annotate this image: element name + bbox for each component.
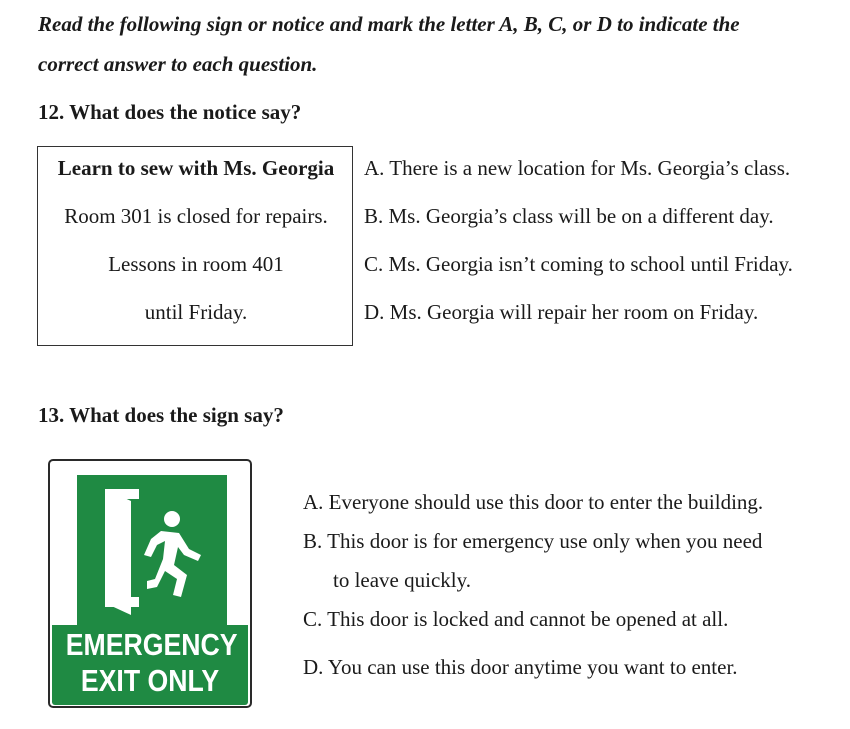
q13-option-c[interactable]: C. This door is locked and cannot be opened at all.	[303, 607, 729, 631]
q13-option-b-continued: to leave quickly.	[333, 568, 472, 592]
instructions-line-1: Read the following sign or notice and mark the letter A, B, C, or D to indicate the	[38, 12, 740, 36]
sign-text-line-2: EXIT ONLY	[80, 663, 220, 698]
question-13-title: 13. What does the sign say?	[38, 403, 284, 427]
notice-box	[37, 146, 353, 346]
question-12-title: 12. What does the notice say?	[38, 100, 302, 124]
q12-option-d[interactable]: D. Ms. Georgia will repair her room on Friday.	[364, 300, 759, 324]
q12-option-b[interactable]: B. Ms. Georgia’s class will be on a different day.	[364, 204, 774, 228]
q13-option-d[interactable]: D. You can use this door anytime you want to enter.	[303, 655, 738, 679]
instructions-line-2: correct answer to each question.	[38, 52, 318, 76]
notice-line-1: Room 301 is closed for repairs.	[64, 204, 328, 228]
notice-heading: Learn to sew with Ms. Georgia	[57, 156, 335, 180]
q13-option-b[interactable]: B. This door is for emergency use only when you need	[303, 529, 763, 553]
emergency-exit-sign	[48, 459, 252, 708]
exit-door-panel	[77, 475, 227, 627]
notice-line-3: until Friday.	[144, 300, 248, 324]
sign-text-panel	[52, 625, 248, 705]
sign-text-line-1: EMERGENCY	[65, 627, 238, 662]
running-man-door-icon	[77, 475, 227, 627]
q12-option-c[interactable]: C. Ms. Georgia isn’t coming to school until Friday.	[364, 252, 793, 276]
q13-option-a[interactable]: A. Everyone should use this door to enter the building.	[303, 490, 764, 514]
q12-option-a[interactable]: A. There is a new location for Ms. Georgia’s class.	[364, 156, 791, 180]
notice-line-2: Lessons in room 401	[108, 252, 284, 276]
